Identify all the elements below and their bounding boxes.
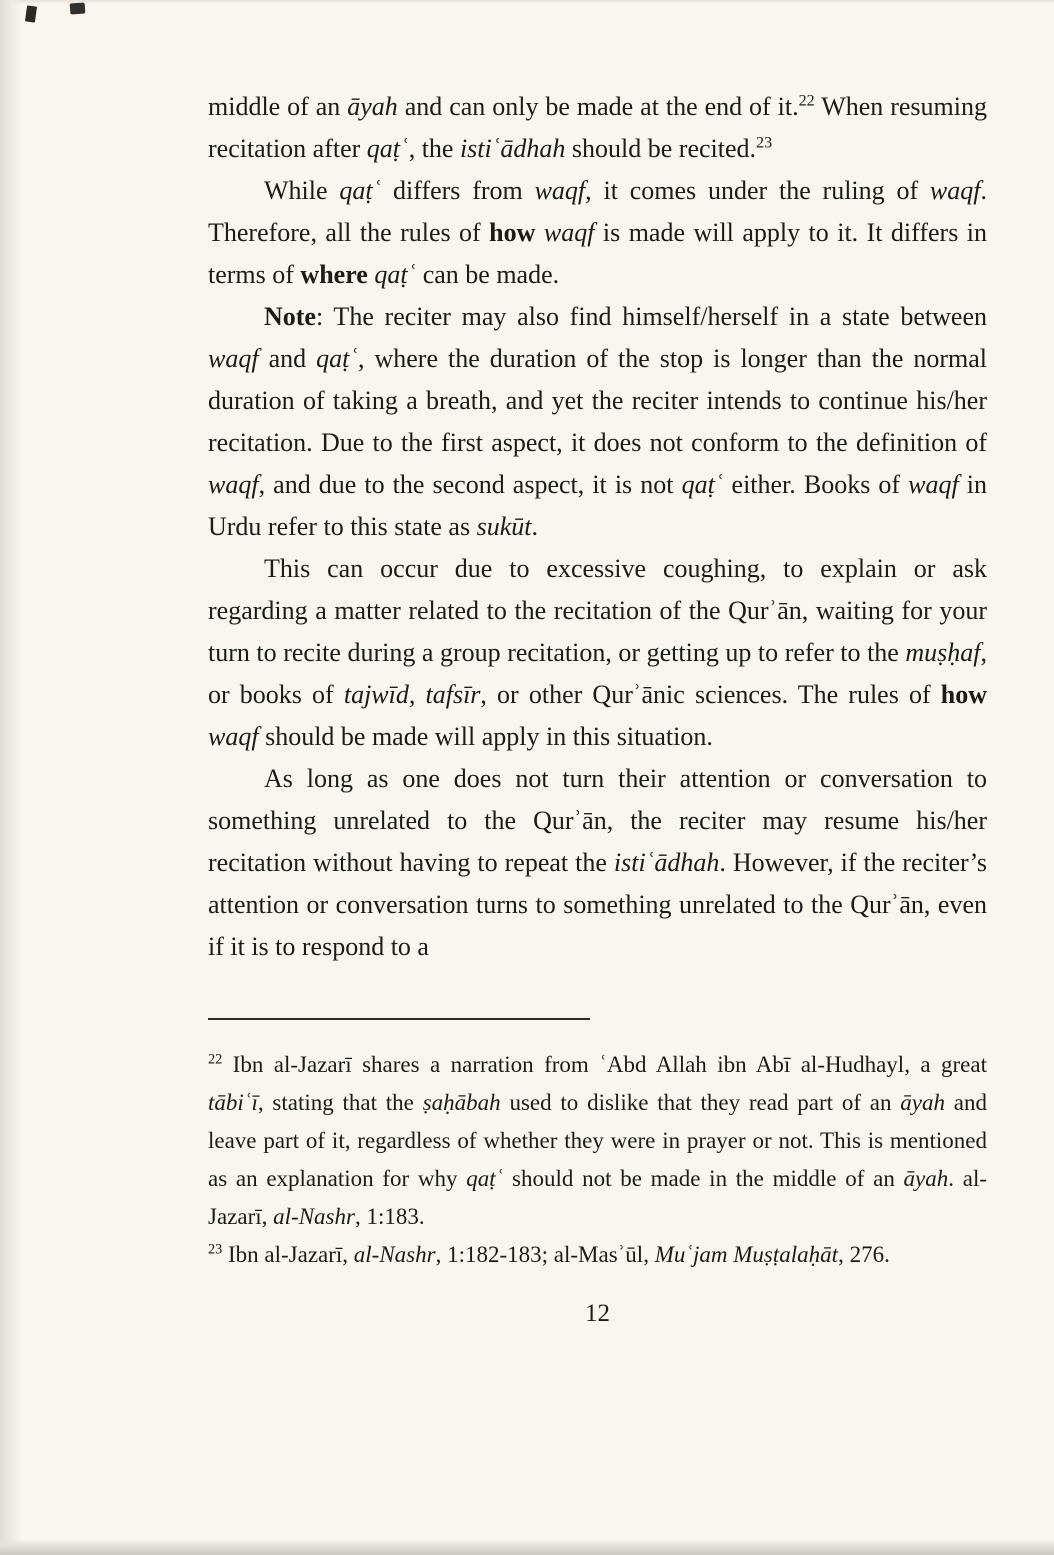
page-number: 12 [585,1300,610,1327]
footnote: $^{22}$ Ibn al-Jazarī shares a narration from ʿAbd Allah ibn Abī al-Hudhayl, a great tābiʿī, stating that the ṣaḥābah used to dislike that they read part of an āyah and leave part of it, regardless of whether they were in prayer or not. This is mentioned as an explanation for why qaṭʿ should not be made in the middle of an āyah. al-Jazarī, al-Nashr, 1:183. [208,1051,988,1229]
paragraph: middle of an āyah and can only be made at the end of it.$^{22}$ When resuming recitation after qaṭʿ, the istiʿādhah should be recited.$^{23}$ [208,92,987,163]
footnote: $^{23}$ Ibn al-Jazarī, al-Nashr, 1:182-183; al-Masʾūl, Muʿjam Muṣṭalaḥāt, 276. [208,1241,890,1267]
footnote-ref: 23 [756,134,773,152]
page-text-block [208,86,987,1328]
paragraph: This can occur due to excessive coughing, to explain or ask regarding a matter related to the recitation of the Qurʾān, waiting for your turn to recite during a group recitation, or getting up to refer to the muṣḥaf, or books of tajwīd, tafsīr, or other Qurʾānic sciences. The rules of how waqf should be made will apply in this situation. [208,554,988,751]
paragraph: Note: The reciter may also find himself/herself in a state between waqf and qaṭʿ, where the duration of the stop is longer than the normal duration of taking a breath, and yet the reciter intends to continue his/her recitation. Due to the first aspect, it does not conform to the definition of waqf, and due to the second aspect, it is not qaṭʿ either. Books of waqf in Urdu refer to this state as sukūt. [208,302,988,541]
footnote-ref: 22 [798,92,815,110]
scan-artifact-mark [25,5,37,22]
footnote-divider [208,1018,590,1020]
paragraph: While qaṭʿ differs from waqf, it comes under the ruling of waqf. Therefore, all the rules of how waqf is made will apply to it. It differs in terms of where qaṭʿ can be made. [208,176,987,289]
footnote-ref: 22 [208,1051,223,1068]
body-paragraphs [208,86,987,968]
scan-edge-top [0,0,1054,4]
scan-edge-bottom [0,1539,1054,1555]
scan-artifact-mark [70,2,86,14]
footnotes [208,1046,987,1274]
scan-edge-left [0,0,22,1555]
footnote-ref: 23 [208,1241,223,1258]
paragraph: As long as one does not turn their attention or conversation to something unrelated to the Qurʾān, the reciter may resume his/her recitation without having to repeat the istiʿādhah. However, if the reciter’s attention or conversation turns to something unrelated to the Qurʾān, even if it is to respond to a [208,764,987,961]
